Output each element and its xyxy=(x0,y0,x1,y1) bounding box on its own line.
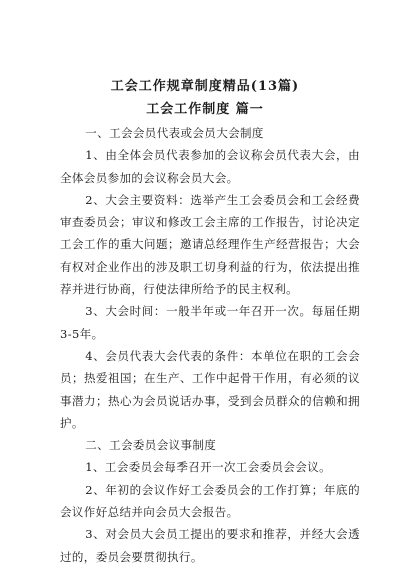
paragraph: 二、工会委员会议事制度 xyxy=(85,438,217,453)
paragraph: 2、大会主要资料：选举产生工会委员会和工会经费审查委员会；审议和修改工会主席的工作报告，讨论决定工会工作的重大问题；邀请总经理作生产经营报告；大会有权对企业作出的涉及职工切身利益的行为，依法提出推荐并进行协商，行使法律所给予的民主权利。 xyxy=(60,192,360,297)
paragraph: 3、大会时间：一般半年或一年召开一次。每届任期3-5年。 xyxy=(60,304,360,341)
paragraph: 4、会员代表大会代表的条件：本单位在职的工会会员；热爱祖国；在生产、工作中起骨干作用，有必须的议事潜力；热心为会员说话办事，受到会员群众的信赖和拥护。 xyxy=(60,348,360,430)
paragraph: 2、年初的会议作好工会委员会的工作打算；年底的会议作好总结并向会员大会报告。 xyxy=(60,482,360,520)
document-title: 工会工作规章制度精品(13篇) xyxy=(110,79,300,94)
paragraph: 1、工会委员会每季召开一次工会委员会会议。 xyxy=(85,460,332,475)
document-body xyxy=(60,122,360,568)
paragraph: 1、由全体会员代表参加的会议称会员代表大会，由全体会员参加的会议称会员大会。 xyxy=(60,148,360,185)
paragraph: 一、工会会员代表或会员大会制度 xyxy=(85,126,264,140)
section-heading: 工会工作制度 篇一 xyxy=(146,102,264,117)
paragraph: 3、对会员大会员工提出的要求和推荐，并经大会透过的，委员会要贯彻执行。 xyxy=(60,527,360,564)
